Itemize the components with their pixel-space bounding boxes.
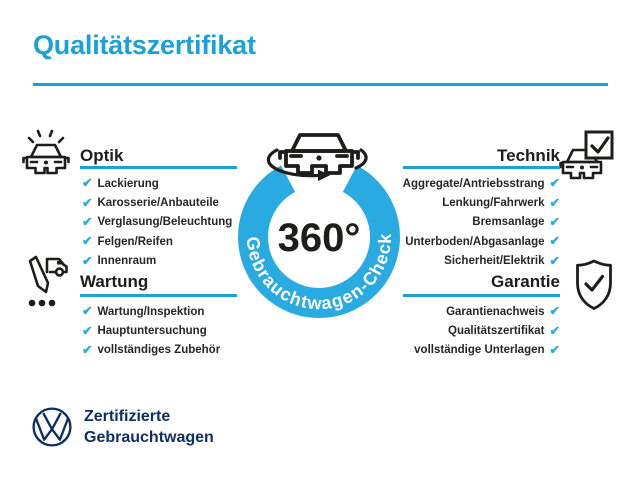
check-item-label: Innenraum <box>97 254 157 267</box>
footer-line2: Gebrauchtwagen <box>84 429 214 446</box>
check-icon: ✔ <box>549 234 560 249</box>
car-checkbox-icon <box>560 128 616 184</box>
check-icon: ✔ <box>549 214 560 229</box>
check-item-label: Lackierung <box>97 177 159 190</box>
section-title-technik: Technik <box>497 146 560 165</box>
service-checklist-icon <box>20 252 72 312</box>
check-item-label: Aggregate/Antriebsstrang <box>402 177 545 190</box>
check-item-label: Sicherheit/Elektrik <box>444 254 545 267</box>
check-item-label: Bremsanlage <box>472 216 545 229</box>
check-item-label: Qualitätszertifikat <box>448 324 545 337</box>
check-item-label: Lenkung/Fahrwerk <box>442 196 545 209</box>
check-icon: ✔ <box>549 342 560 357</box>
page-title: Qualitätszertifikat <box>33 30 256 60</box>
check-icon: ✔ <box>82 304 93 319</box>
check-icon: ✔ <box>82 323 93 338</box>
check-icon: ✔ <box>82 342 93 357</box>
title-divider <box>33 83 608 86</box>
check-icon: ✔ <box>82 214 93 229</box>
check-icon: ✔ <box>549 195 560 210</box>
check-icon: ✔ <box>549 176 560 191</box>
check-item-label: Karosserie/Anbauteile <box>97 196 219 209</box>
ring-label: Gebrauchtwagen-Check <box>242 232 396 314</box>
check-item-label: Hauptuntersuchung <box>97 324 207 337</box>
footer-line1: Zertifizierte <box>84 408 171 425</box>
car-shine-icon <box>22 126 70 178</box>
check-icon: ✔ <box>549 253 560 268</box>
check-icon: ✔ <box>549 304 560 319</box>
check-item-label: vollständiges Zubehör <box>97 344 221 357</box>
check-item-label: Felgen/Reifen <box>97 235 173 248</box>
check-item-label: vollständige Unterlagen <box>414 344 545 357</box>
check-item-label: Wartung/Inspektion <box>97 305 205 318</box>
check-item-label: Unterboden/Abgasanlage <box>405 235 545 248</box>
shield-check-icon <box>574 258 614 312</box>
check-icon: ✔ <box>82 195 93 210</box>
360-check-ring <box>189 122 449 352</box>
check-item-label: Verglasung/Beleuchtung <box>97 216 233 229</box>
section-title-wartung: Wartung <box>80 272 149 291</box>
check-item-label: Garantienachweis <box>446 305 545 318</box>
footer-brand-text <box>84 406 214 448</box>
check-icon: ✔ <box>82 234 93 249</box>
degree-label: 360° <box>277 216 361 260</box>
check-icon: ✔ <box>549 323 560 338</box>
check-icon: ✔ <box>82 253 93 268</box>
check-icon: ✔ <box>82 176 93 191</box>
vw-logo <box>31 406 73 448</box>
section-title-optik: Optik <box>80 146 124 165</box>
section-title-garantie: Garantie <box>491 272 560 291</box>
